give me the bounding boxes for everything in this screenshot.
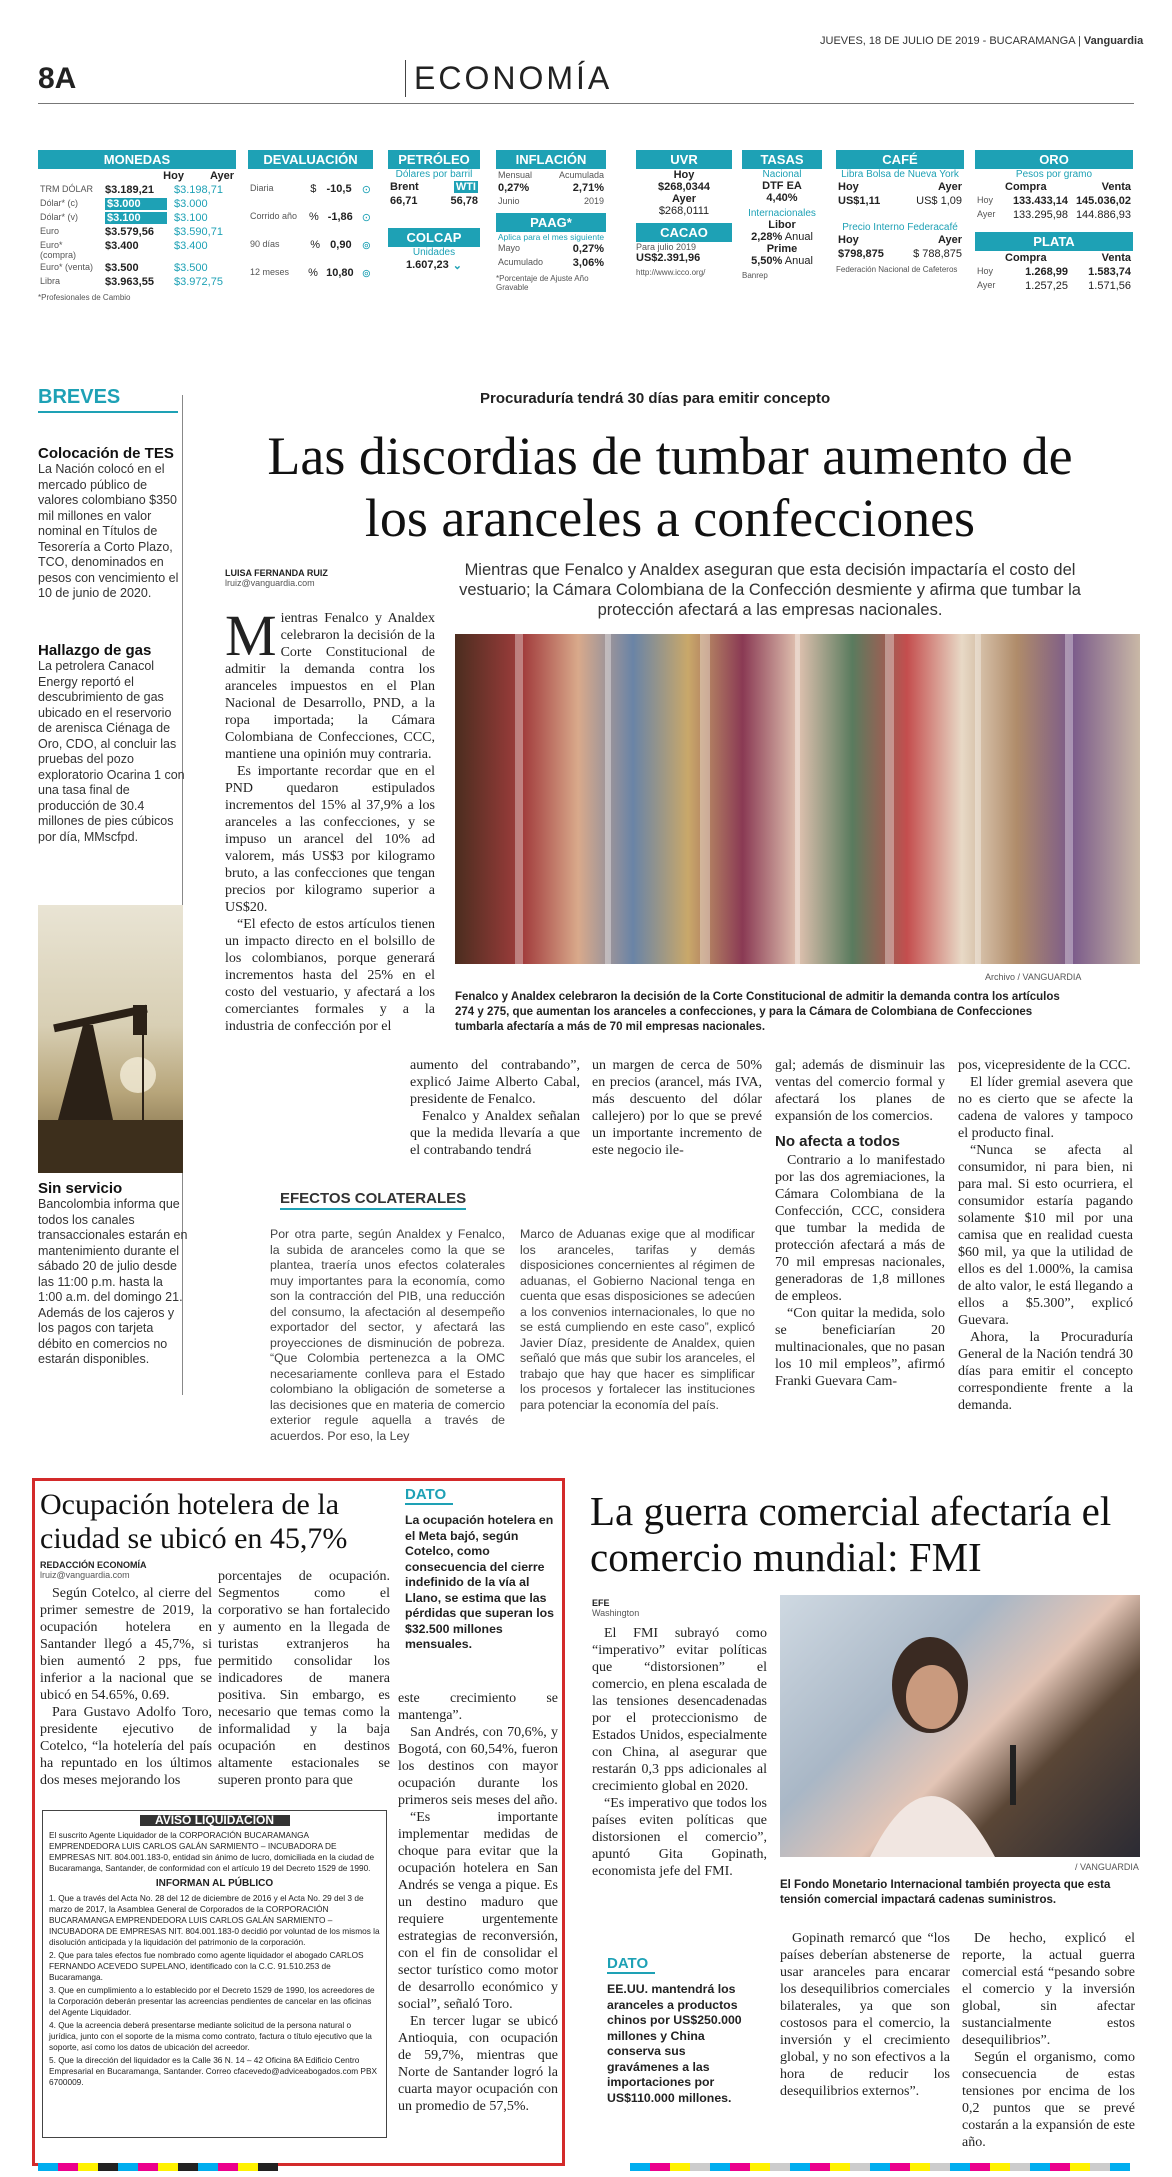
hotel-column-2: porcentajes de ocupación. Segmentos como el corporativo se han fortalecido y aumento en la llegada de turistas extranjeros ha permitido consolidar los indicadores de manera positiva. Sin embargo, es necesario que temas como la informalidad y la baja ocupación en destinos altamente estacionales se superen pronto para que <box>218 1569 390 1788</box>
breve-item: Sin servicio Bancolombia informa que todos los canales transaccionales estarán en mantenimiento durante el sábado 20 de julio desde las 11:00 p.m. hasta la 1:00 a.m. del domingo 21. Además de los cajeros y los pagos con tarjeta débito en comercios no estarán disponibles. <box>38 1180 188 1366</box>
arrow-down-icon: ⌄ <box>452 260 463 272</box>
color-bar-right <box>630 2163 1130 2171</box>
plata-row: Ayer 1.257,25 1.571,56 <box>977 280 1131 292</box>
market-monedas: MONEDAS Hoy Ayer TRM DÓLAR $3.189,21 $3.198,71 Dólar* (c) $3.000 $3.000 Dólar* (v) $3.100 $3.100 Euro $3.579,56 $3.590,71 Euro* (compra) $3.400 $3.400 Euro* (venta) $3.500 $3.500 Libra $3.963,55 $3.972,75 *Profesionales de Cambio <box>38 152 234 302</box>
monedas-row: Dólar* (v) $3.100 $3.100 <box>40 212 208 224</box>
arrow-up-icon: ⊚ <box>361 268 371 280</box>
main-headline: Las discordias de tumbar aumento de los aranceles a confecciones <box>267 426 1073 548</box>
arrow-down-icon: ⊙ <box>361 184 371 196</box>
story-kicker: Procuraduría tendrá 30 días para emitir concepto <box>480 390 831 407</box>
notice-item: 1. Que a través del Acta No. 28 del 12 de diciembre de 2016 y el Acta No. 29 del 3 de marzo de 2017, la Asamblea General de Corporados de la CORPORACIÓN BUCARAMANGA EMPRENDEDORA LUIS CARLOS GALÁN SARMIENTO – INCUBADORA DE EMPRESAS NIT. 804.001.183-0 decidió por voluntad de los mismos la disolución anticipada y la liquidación del patrimonio de la corporación. <box>49 1893 380 1947</box>
hotel-column-1: Según Cotelco, al cierre del primer semestre de 2019, la ocupación hotelera en Santander llegó a 45,7%, si bien aumentó 2 pps, fue inferior a la nacional que se ubicó en 54.65%, 0.69. Para Gustavo Adolfo Toro, presidente ejecutivo de Cotelco, “la hotelería del país ha repuntado en los últimos dos meses mejorando los <box>40 1586 212 1788</box>
drop-cap: M <box>225 603 277 668</box>
arrow-up-icon: ⊚ <box>361 240 371 252</box>
photo-caption: Fenalco y Analdex celebraron la decisión de la Corte Constitucional de admitir la demanda contra los artículos 274 y 275, que aumentan los aranceles a confecciones, y para la Cámara de Colombiana de Confecciones tumbarla afectaría a más de 70 mil empresas nacionales. <box>455 991 1060 1033</box>
notice-item: 2. Que para tales efectos fue nombrado como agente liquidador el abogado CARLOS FERNANDO ACEVEDO SUPELANO, identificado con la C.C. 91.510.253 de Bucaramanga. <box>49 1950 364 1982</box>
story-column-2: aumento del contrabando”, explicó Jaime Alberto Cabal, presidente de Fenalco. Fenalco y Analdex señalan que la medida llevaría a que el contrabando tendrá <box>410 1058 580 1158</box>
textiles-photo <box>455 634 1140 964</box>
market-cafe: CAFÉ Libra Bolsa de Nueva York Hoy Ayer US$1,11 US$ 1,09 Precio Interno Federacafé Hoy Ayer $798,875 $ 788,875 Federación Nacional de Cafeteros <box>836 152 962 274</box>
fmi-caption: El Fondo Monetario Internacional también proyecta que esta tensión comercial impactará cadenas suministros. <box>780 1879 1111 1906</box>
market-devaluacion: DEVALUACIÓN Diaria $ -10,5 ⊙ Corrido año % -1,86 ⊙ 90 días % 0,90 ⊚ 12 meses % 10,80 ⊚ <box>250 152 371 280</box>
plata-row: Hoy 1.268,99 1.583,74 <box>977 266 1131 278</box>
fmi-headline: La guerra comercial afectaría el comercio mundial: FMI <box>590 1488 1112 1580</box>
gopinath-photo <box>780 1595 1140 1857</box>
hotel-headline: Ocupación hotelera de la ciudad se ubicó en 45,7% <box>40 1488 348 1555</box>
fmi-dato: DATO EE.UU. mantendrá los aranceles a productos chinos por US$250.000 millones y China conserva sus gravámenes a las importaciones por US$110.000 millones. <box>607 1955 742 2105</box>
story-column-5: pos, vicepresidente de la CCC. El líder gremial asevera que no es cierto que se afecte la cadena de valores y tampoco el producto final. “Nunca se afecta al consumidor, ni para bien, ni para mal. Si esto ocurriera, el consumidor estaría pagando solamente $10 mil por una camisa que en realidad cuesta $60 mil, ya que la utilidad de ellos es del 1.000%, la camisa de alto valor, le está llegando a ellos a $5.300”, explicó Guevara. Ahora, la Procuraduría General de la Nación tendrá 30 días para emitir el concepto correspondiente frente a la demanda. <box>958 1058 1133 1413</box>
fmi-photo-credit: / VANGUARDIA <box>1075 1862 1139 1872</box>
color-bar-left <box>38 2163 278 2171</box>
oil-pump-photo <box>38 905 183 1173</box>
breve-item: Colocación de TES La Nación colocó en el mercado público de valores colombiano $350 mil millones en valor nominal en Títulos de Tesorería a Corto Plazo, TCO, denominados en pesos con vencimiento el 10 de junio de 2020. <box>38 445 179 600</box>
story-deck: Mientras que Fenalco y Analdex aseguran que esta decisión impactaría el costo del vestuario; la Cámara Colombiana de la Confección desmiente y afirma que tumbar la protección afectará a las empresas nacionales. <box>459 561 1081 619</box>
notice-item: 3. Que en cumplimiento a lo establecido por el Decreto 1529 de 1990, los acreedores de la Corporación deberán presentar las acreencias pendientes de cancelar en las oficinas del Agente Liquidador. <box>49 1985 375 2017</box>
monedas-row: Euro $3.579,56 $3.590,71 <box>40 226 223 238</box>
byline: LUISA FERNANDA RUIZ lruiz@vanguardia.com <box>225 568 328 588</box>
story-column-4: gal; además de disminuir las ventas del comercio formal y afectará los planes de expansión de los comercios. No afecta a todos Contrario a lo manifestado por las dos agremiaciones, la Cámara Colombiana de la Confección, CCC, considera que tumbar la medida de protección afectará a más de 70 mil empresas nacionales, generadoras de 1,8 millones de empleos. “Con quitar la medida, solo se beneficiarían 20 multinacionales, que no pasan los 10 mil empleos”, afirmó Franki Guevara Cam- <box>775 1058 945 1389</box>
efectos-title: EFECTOS COLATERALES <box>280 1190 466 1210</box>
monedas-row: TRM DÓLAR $3.189,21 $3.198,71 <box>40 184 223 196</box>
arrow-down-icon: ⊙ <box>361 212 371 224</box>
date-line: JUEVES, 18 DE JULIO DE 2019 - BUCARAMANGA | Vanguardia <box>820 35 1144 47</box>
liquidation-notice: AVISO LIQUIDACIÓN El suscrito Agente Liquidador de la CORPORACIÓN BUCARAMANGA EMPRENDEDORA LUIS CARLOS GALÁN SARMIENTO – INCUBADORA DE EMPRESAS NIT. 804.001.183-0, entidad sin ánimo de lucro, domiciliada en la ciudad de Bucaramanga, Santander, de conformidad con el artículo 19 del Decreto 1529 de 1990. INFORMAN AL PÚBLICO 1. Que a través del Acta No. 28 del 12 de diciembre de 2016 y el Acta No. 29 del 3 de marzo de 2017, la Asamblea General de Corporados de la CORPORACIÓN BUCARAMANGA EMPRENDEDORA LUIS CARLOS GALÁN SARMIENTO – INCUBADORA DE EMPRESAS NIT. 804.001.183-0 decidió por voluntad de los mismos la disolución anticipada y la liquidación del patrimonio de la corporación. 2. Que para tales efectos fue nombrado como agente liquidador el abogado CARLOS FERNANDO ACEVEDO SUPELANO, identificado con la C.C. 91.510.253 de Bucaramanga. 3. Que en cumplimiento a lo establecido por el Decreto 1529 de 1990, los acreedores de la Corporación deberán presentar las acreencias pendientes de cancelar en las oficinas del Agente Liquidador. 4. Que la acreencia deberá presentarse mediante solicitud de la persona natural o jurídica, junto con el soporte de la misma como contrato, factura o título ejecutivo que la soporte, así como los datos de ubicación del acreedor. 5. Que la dirección del liquidador es la Calle 36 N. 14 – 42 Oficina 8A Edificio Centro Empresarial en Bucaramanga, Santander. Correo cfacevedo@adviceabogados.com PBX 6700009. <box>42 1810 387 2138</box>
devaluacion-row: Corrido año % -1,86 ⊙ <box>250 211 371 224</box>
fmi-column-1: El FMI subrayó como “imperativo” evitar políticas que “distorsionen” el comercio, en plena escalada de las tensiones desencadenadas por el proteccionismo de Estados Unidos, especialmente con China, al asegurar que restarán 0,3 pps adicionales al crecimiento global en 2020. “Es imperativo que todos los países eviten políticas que distorsionen el comercio”, apuntó Gita Gopinath, economista jefe del FMI. <box>592 1626 767 1879</box>
story-column-3: un margen de cerca de 50% en precios (arancel, más IVA, más descuento del dólar callejero) por lo que se prevé un importante incremento de este negocio ile- <box>592 1058 762 1158</box>
brand-logo: Vanguardia <box>1083 35 1144 47</box>
monedas-row: Libra $3.963,55 $3.972,75 <box>40 276 223 288</box>
market-uvr: UVR Hoy $268,0344 Ayer $268,0111 CACAO Para julio 2019 US$2.391,96 http://www.icco.org/ <box>636 150 732 277</box>
header-divider <box>38 103 1134 104</box>
market-petroleo: PETRÓLEO Dólares por barril Brent WTI 66,71 56,78 COLCAP Unidades 1.607,23 ⌄ <box>390 152 478 272</box>
hotel-dato: DATO La ocupación hotelera en el Meta bajó, según Cotelco, como consecuencia del cierre indefinido de la vía al Llano, se estima que las pérdidas que superan los $32.500 millones mensuales. <box>405 1486 554 1651</box>
breve-item: Hallazgo de gas La petrolera Canacol Energy reportó el descubrimiento de gas ubicado en el reservorio de arenisca Ciénaga de Oro, CDO, al concluir las pruebas del pozo exploratorio Ocarina 1 con una tasa final de producción de 30.4 millones de pies cúbicos por día, MMscfpd. <box>38 642 185 844</box>
photo-credit: Archivo / VANGUARDIA <box>985 972 1082 982</box>
fmi-byline: EFE Washington <box>592 1598 640 1618</box>
story-column-1: Mientras Fenalco y Analdex celebraron la decisión de la Corte Constitucional de admitir la demanda contra los aranceles impuestos en el Plan Nacional de Desarrollo, PND, a la ropa importada; la Cámara Colombiana de Confecciones, CCC, mantiene una opinión muy contraria. Es importante recordar que en el PND quedaron estipulados incrementos del 15% al 37,9% a los aranceles a las confecciones, y se impuso un arancel del 10% ad valorem, más US$3 por kilogramo bruto, a las confecciones que tengan precios por kilogramo superior a US$20. “El efecto de estos artículos tienen un impacto directo en el bolsillo de los colombianos, porque generará incrementos hasta del 25% en el costo del vestuario, y afectará a los comerciantes formales y a la industria de confección por el <box>225 603 435 1034</box>
page-number: 8A <box>38 62 77 95</box>
market-tasas: TASAS Nacional DTF EA 4,40% Internacionales Libor 2,28% Anual Prime 5,50% Anual Banrep <box>742 150 822 280</box>
section-title: ECONOMÍA <box>405 60 612 97</box>
oro-row: Hoy 133.433,14 145.036,02 <box>977 195 1131 207</box>
devaluacion-row: 90 días % 0,90 ⊚ <box>250 239 371 252</box>
market-inflacion: INFLACIÓN Mensual Acumulada 0,27% 2,71% Junio 2019 PAAG* Aplica para el mes siguiente Mayo 0,27% Acumulado 3,06% *Porcentaje de Ajuste Año Gravable <box>496 152 605 292</box>
hotel-byline: REDACCIÓN ECONOMÍA lruiz@vanguardia.com <box>40 1560 147 1580</box>
hotel-column-3: este crecimiento se mantenga”. San Andrés, con 70,6%, y Bogotá, con 60,54%, fueron los destinos con mayor ocupación durante los primeros seis meses del año. “Es importante implementar medidas de choque para evitar que la ocupación hotelera en San Andrés se venga a pique. Es un destino maduro que requiere urgentemente estrategias de reconversión, con el fin de consolidar el sector turístico como motor de desarrollo económico y social”, señaló Toro. En tercer lugar se ubicó Antioquia, con ocupación de 59,7%, mientras que Norte de Santander logró la cuarta mayor ocupación con un promedio de 57,5%. <box>398 1691 558 2114</box>
market-oro-plata: ORO Pesos por gramo Compra Venta Hoy 133.433,14 145.036,02 Ayer 133.295,98 144.886,93 PLATA Compra Venta Hoy 1.268,99 1.583,74 Ayer 1.257,25 1.571,56 <box>977 152 1131 292</box>
notice-item: 5. Que la dirección del liquidador es la Calle 36 N. 14 – 42 Oficina 8A Edificio Centro Empresarial en Bucaramanga, Santander. Correo cfacevedo@adviceabogados.com PBX 6700009. <box>49 2055 378 2087</box>
fmi-column-2: Gopinath remarcó que “los países deberían abstenerse de usar aranceles para encarar los desequilibrios comerciales bilaterales, ya que son costosos para el comercio, la inversión y el crecimiento global, y no son efectivos a la hora de reducir los desequilibrios externos”. <box>780 1931 950 2099</box>
notice-item: 4. Que la acreencia deberá presentarse mediante solicitud de la persona natural o jurídica, junto con el soporte de la misma como contrato, factura o título ejecutivo que la soporte, así como los datos de ubicación del acreedor. <box>49 2020 372 2052</box>
efectos-column-1: Por otra parte, según Analdex y Fenalco, la subida de aranceles como la que se plantea, traería unos efectos colaterales muy importantes para la economía, como son la contracción del PIB, una reducción del consumo, la afectación al desempeño exportador del sector, y afectará las proyecciones de disminución de pobreza. “Que Colombia pertenezca a la OMC necesariamente conlleva para el Estado colombiano la obligación de someterse a las decisiones que en materia de comercio exterior regule aquella a través de acuerdos. Por eso, la Ley <box>270 1227 505 1443</box>
monedas-header: MONEDAS <box>38 150 236 169</box>
efectos-column-2: Marco de Aduanas exige que al modificar los aranceles, tarifas y demás disposiciones concernientes al régimen de aduanas, el Gobierno Nacional tenga en cuenta que esas disposiciones se adecúen a los convenios internacionales, lo que no se está cumpliendo en este caso”, explicó Javier Díaz, presidente de Analdex, quien señaló que más que subir los aranceles, el trabajo que hay que hacer es simplificar los procesos y fortalecer las instituciones para potenciar la economía del país. <box>520 1227 755 1412</box>
fmi-column-3: De hecho, explicó el reporte, la actual guerra comercial está “pesando sobre el comercio y la inversión global, sin afectar sustancialmente estos desequilibrios”. Según el organismo, como consecuencia de estas tensiones por encima de los 0,2 puntos que se prevé costarán a la expansión de este año. <box>962 1931 1135 2150</box>
monedas-row: Dólar* (c) $3.000 $3.000 <box>40 198 208 210</box>
devaluacion-row: 12 meses % 10,80 ⊚ <box>250 267 371 280</box>
monedas-row: Euro* (compra) $3.400 $3.400 <box>40 240 208 260</box>
breves-title: BREVES <box>38 386 178 413</box>
oro-row: Ayer 133.295,98 144.886,93 <box>977 209 1131 221</box>
monedas-row: Euro* (venta) $3.500 $3.500 <box>40 262 208 274</box>
subhead: No afecta a todos <box>775 1133 901 1150</box>
devaluacion-row: Diaria $ -10,5 ⊙ <box>250 183 371 196</box>
